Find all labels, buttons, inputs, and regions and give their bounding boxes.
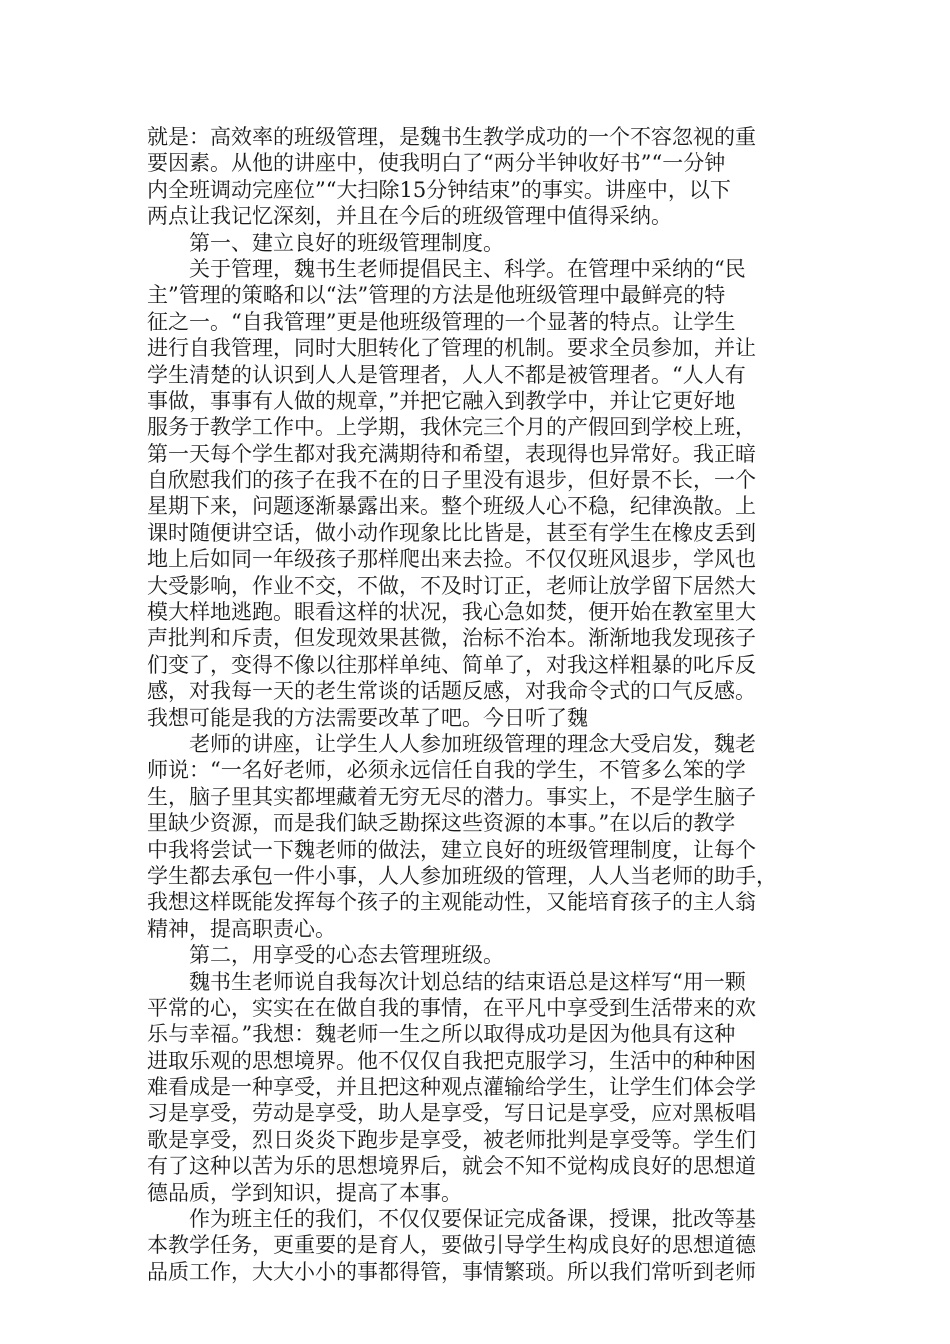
document-body — [147, 124, 809, 1285]
text-line: 声批判和斥责，但发现效果甚微，治标不治本。渐渐地我发现孩子 — [147, 626, 756, 651]
text-line: 作为班主任的我们，不仅仅要保证完成备课，授课，批改等基 — [189, 1207, 756, 1232]
text-line: 征之一。“自我管理”更是他班级管理的一个显著的特点。让学生 — [147, 309, 736, 334]
section-heading: 第二，用享受的心态去管理班级。 — [189, 943, 504, 968]
text-line: 自欣慰我们的孩子在我不在的日子里没有退步，但好景不长，一个 — [147, 468, 756, 493]
text-line: 要因素。从他的讲座中，使我明白了“两分半钟收好书”“一分钟 — [147, 151, 726, 176]
text-line: 魏书生老师说自我每次计划总结的结束语总是这样写“用一颗 — [189, 969, 746, 994]
text-line: 关于管理，魏书生老师提倡民主、科学。在管理中采纳的“民 — [189, 256, 746, 281]
text-line: 星期下来，问题逐渐暴露出来。整个班级人心不稳，纪律涣散。上 — [147, 494, 756, 519]
text-line: 乐与幸福。”我想：魏老师一生之所以取得成功是因为他具有这种 — [147, 1022, 736, 1047]
text-line: 老师的讲座，让学生人人参加班级管理的理念大受启发，魏老 — [189, 731, 756, 756]
text-line: 里缺少资源，而是我们缺乏勘探这些资源的本事。”在以后的教学 — [147, 811, 736, 836]
text-line: 模大样地逃跑。眼看这样的状况，我心急如焚，便开始在教室里大 — [147, 600, 756, 625]
text-line: 课时随便讲空话，做小动作现象比比皆是，甚至有学生在橡皮丢到 — [147, 520, 756, 545]
text-line: 我想可能是我的方法需要改革了吧。今日听了魏 — [147, 705, 588, 730]
text-line: 平常的心，实实在在做自我的事情，在平凡中享受到生活带来的欢 — [147, 995, 756, 1020]
text-line: 我想这样既能发挥每个孩子的主观能动性，又能培育孩子的主人翁 — [147, 890, 756, 915]
text-line: 学生都去承包一件小事，人人参加班级的管理，人人当老师的助手， — [147, 863, 777, 888]
text-line: 师说：“一名好老师，必须永远信任自我的学生，不管多么笨的学 — [147, 758, 746, 783]
text-line: 德品质，学到知识，提高了本事。 — [147, 1180, 462, 1205]
text-line: 第一天每个学生都对我充满期待和希望，表现得也异常好。我正暗 — [147, 441, 756, 466]
text-line: 生，脑子里其实都埋藏着无穷无尽的潜力。事实上，不是学生脑子 — [147, 784, 756, 809]
text-line: 学生清楚的认识到人人是管理者，人人不都是被管理者。“人人有 — [147, 362, 746, 387]
text-line: 本教学任务，更重要的是育人，要做引导学生构成良好的思想道德 — [147, 1233, 756, 1258]
text-line: 事做，事事有人做的规章，”并把它融入到教学中，并让它更好地 — [147, 388, 736, 413]
text-line: 地上后如同一年级孩子那样爬出来去捡。不仅仅班风退步，学风也 — [147, 547, 756, 572]
text-line: 习是享受，劳动是享受，助人是享受，写日记是享受，应对黑板唱 — [147, 1101, 756, 1126]
text-line: 感，对我每一天的老生常谈的话题反感，对我命令式的口气反感。 — [147, 679, 756, 704]
text-line: 服务于教学工作中。上学期，我休完三个月的产假回到学校上班， — [147, 415, 756, 440]
text-line: 们变了，变得不像以往那样单纯、简单了，对我这样粗暴的叱斥反 — [147, 652, 756, 677]
text-line: 有了这种以苦为乐的思想境界后，就会不知不觉构成良好的思想道 — [147, 1154, 756, 1179]
text-line: 进行自我管理，同时大胆转化了管理的机制。要求全员参加，并让 — [147, 336, 756, 361]
text-line: 精神，提高职责心。 — [147, 916, 336, 941]
text-line: 两点让我记忆深刻，并且在今后的班级管理中值得采纳。 — [147, 204, 672, 229]
text-line: 大受影响，作业不交，不做，不及时订正，老师让放学留下居然大 — [147, 573, 756, 598]
text-line: 内全班调动完座位”“大扫除15分钟结束”的事实。讲座中，以下 — [147, 177, 731, 202]
text-line: 品质工作，大大小小的事都得管，事情繁琐。所以我们常听到老师 — [147, 1259, 756, 1284]
text-line: 中我将尝试一下魏老师的做法，建立良好的班级管理制度，让每个 — [147, 837, 756, 862]
text-line: 歌是享受，烈日炎炎下跑步是享受，被老师批判是享受等。学生们 — [147, 1127, 756, 1152]
text-line: 就是：高效率的班级管理，是魏书生教学成功的一个不容忽视的重 — [147, 125, 756, 149]
text-line: 难看成是一种享受，并且把这种观点灌输给学生，让学生们体会学 — [147, 1075, 756, 1100]
text-line: 主”管理的策略和以“法”管理的方法是他班级管理中最鲜亮的特 — [147, 283, 726, 308]
section-heading: 第一、建立良好的班级管理制度。 — [189, 230, 504, 255]
text-line: 进取乐观的思想境界。他不仅仅自我把克服学习，生活中的种种困 — [147, 1048, 756, 1073]
